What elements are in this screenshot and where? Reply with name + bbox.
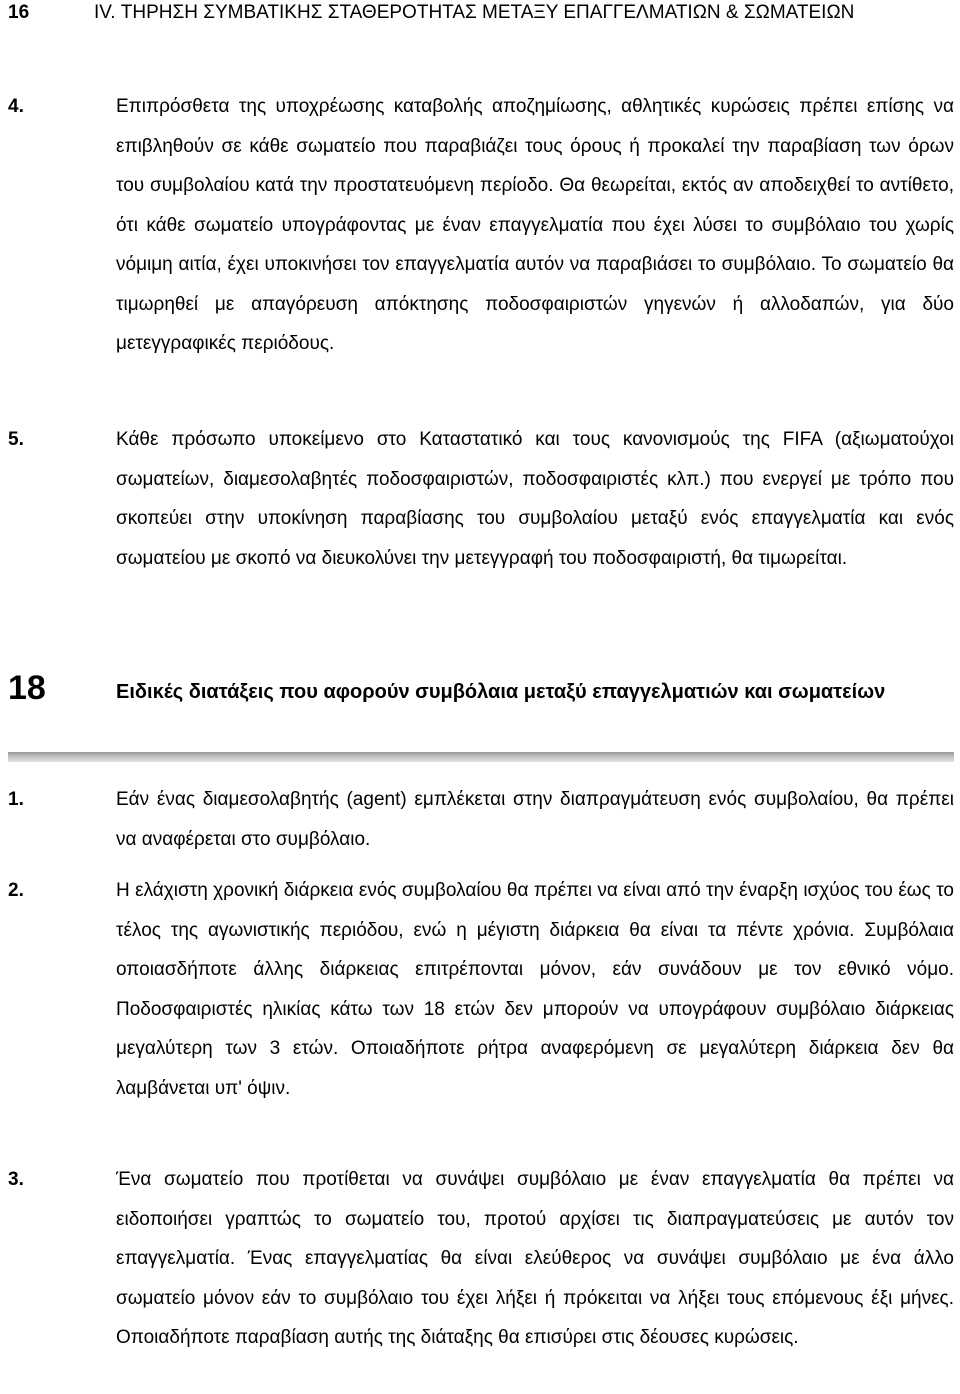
section-number: 18 <box>8 669 46 707</box>
section-18-heading <box>8 668 954 748</box>
paragraph-text: Η ελάχιστη χρονική διάρκεια ενός συμβολαίου θα πρέπει να είναι από την έναρξη ισχύος του έως το τέλος της αγωνιστικής περιόδου, ενώ η μέγιστη διάρκεια θα είναι τα πέντε χρόνια. Συμβόλαια οποιασδήποτε άλλης διάρκειας επιτρέπονται μόνον, εάν συνάδουν με τον εθνικό νόμο. Ποδοσφαιριστές ηλικίας κάτω των 18 ετών δεν μπορούν να υπογράφουν συμβόλαιο διάρκειας μεγαλύτερη των 3 ετών. Οποιαδήποτε ρήτρα αναφερόμενη σε μεγαλύτερη διάρκεια δεν θα λαμβάνεται υπ' όψιν. <box>116 880 954 1099</box>
paragraph-number: 1. <box>8 789 24 810</box>
section17-paragraph-5 <box>8 420 954 578</box>
section18-paragraph-1 <box>8 780 954 859</box>
paragraph-number: 5. <box>8 429 24 450</box>
paragraph-number: 4. <box>8 96 24 117</box>
paragraph-text: Κάθε πρόσωπο υποκείμενο στο Καταστατικό και τους κανονισμούς της FIFA (αξιωματούχοι σωματείων, διαμεσολαβητές ποδοσφαιριστών, ποδοσφαιριστές κλπ.) που ενεργεί με τρόπο που σκοπεύει στην υποκίνηση παραβίασης του συμβολαίου μεταξύ ενός επαγγελματία και ενός σωματείου με σκοπό να διευκολύνει την μετεγγραφή του ποδοσφαιριστή, θα τιμωρείται. <box>116 429 954 569</box>
section18-paragraph-3 <box>8 1160 954 1358</box>
paragraph-text: Εάν ένας διαμεσολαβητής (agent) εμπλέκεται στην διαπραγμάτευση ενός συμβολαίου, θα πρέπει να αναφέρεται στο συμβόλαιο. <box>116 789 954 850</box>
section-title: Ειδικές διατάξεις που αφορούν συμβόλαια μεταξύ επαγγελματιών και σωματείων <box>116 681 886 703</box>
section-divider <box>8 752 954 762</box>
paragraph-text: Ένα σωματείο που προτίθεται να συνάψει συμβόλαιο με έναν επαγγελματία θα πρέπει να ειδοποιήσει γραπτώς το σωματείο του, προτού αρχίσει τις διαπραγματεύσεις με αυτόν τον επαγγελματία. Ένας επαγγελματίας θα είναι ελεύθερος να συνάψει συμβόλαιο με ένα άλλο σωματείο μόνον εάν το συμβόλαιο του έχει λήξει ή πρόκειται να λήξει τους επόμενους έξι μήνες. Οποιαδήποτε παραβίαση αυτής της διάταξης θα επισύρει στις δέουσες κυρώσεις. <box>116 1169 954 1348</box>
paragraph-number: 2. <box>8 880 24 901</box>
page-number: 16 <box>8 2 30 23</box>
chapter-title: IV. ΤΗΡΗΣΗ ΣΥΜΒΑΤΙΚΗΣ ΣΤΑΘΕΡΟΤΗΤΑΣ ΜΕΤΑΞΥ ΕΠΑΓΓΕΛΜΑΤΙΩΝ & ΣΩΜΑΤΕΙΩΝ <box>94 2 855 23</box>
paragraph-text: Επιπρόσθετα της υποχρέωσης καταβολής αποζημίωσης, αθλητικές κυρώσεις πρέπει επίσης να επιβληθούν σε κάθε σωματείο που παραβιάζει τους όρους ή προκαλεί την παραβίαση των όρων του συμβολαίου κατά την προστατευόμενη περίοδο. Θα θεωρείται, εκτός αν αποδειχθεί το αντίθετο, ότι κάθε σωματείο υπογράφοντας με έναν επαγγελματία που έχει λύσει το συμβόλαιο του χωρίς νόμιμη αιτία, έχει υποκινήσει τον επαγγελματία αυτόν να παραβιάσει το συμβόλαιο. Το σωματείο θα τιμωρηθεί με απαγόρευση απόκτησης ποδοσφαιριστών γηγενών ή αλλοδαπών, για δύο μετεγγραφικές περιόδους. <box>116 96 954 354</box>
paragraph-number: 3. <box>8 1169 24 1190</box>
section17-paragraph-4 <box>8 87 954 364</box>
section18-paragraph-2 <box>8 871 954 1108</box>
